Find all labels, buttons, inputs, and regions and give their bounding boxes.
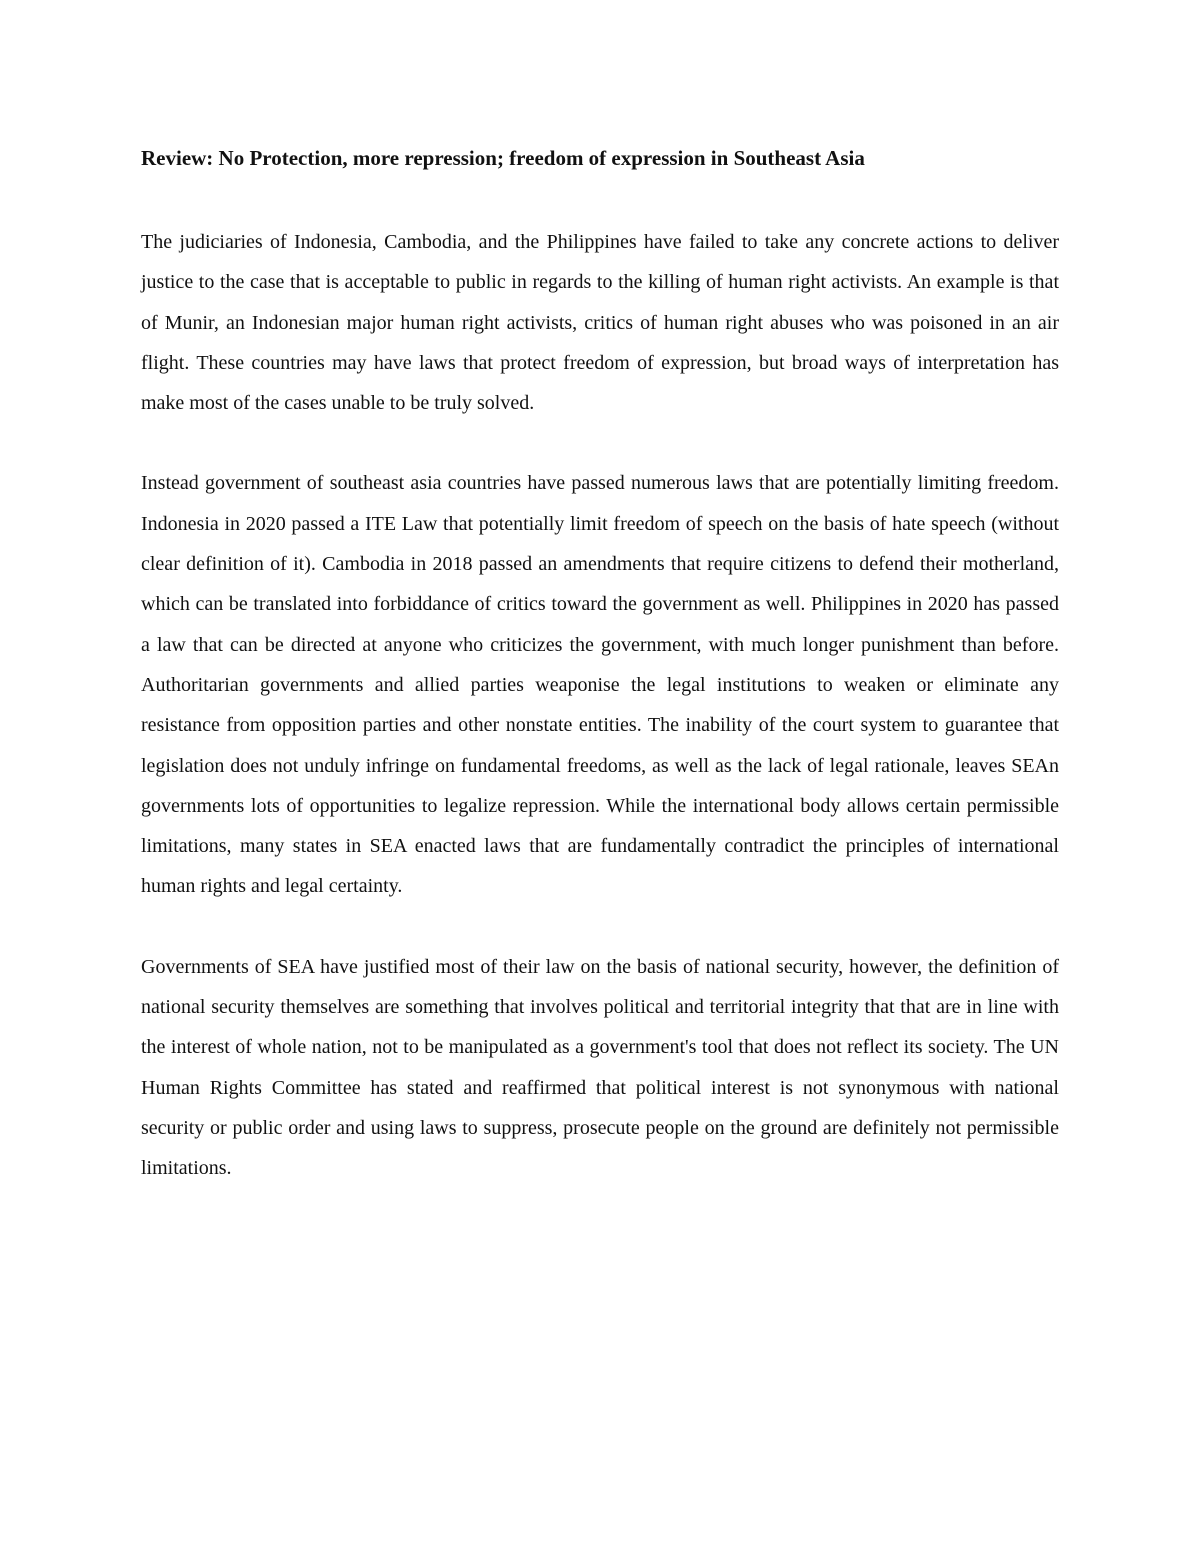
document-body bbox=[141, 142, 1059, 1229]
paragraph-national-security: Governments of SEA have justified most of their law on the basis of national security, however, the definition of national security themselves are something that involves political and territorial integrity that that are in line with the interest of whole nation, not to be manipulated as a government's tool that does not reflect its society. The UN Human Rights Committee has stated and reaffirmed that political interest is not synonymous with national security or public order and using laws to suppress, prosecute people on the ground are definitely not permissible limitations. bbox=[141, 955, 1059, 1180]
paragraph-laws-limiting-freedom: Instead government of southeast asia countries have passed numerous laws that are potentially limiting freedom. Indonesia in 2020 passed a ITE Law that potentially limit freedom of speech on the basis of hate speech (without clear definition of it). Cambodia in 2018 passed an amendments that require citizens to defend their motherland, which can be translated into forbiddance of critics toward the government as well. Philippines in 2020 has passed a law that can be directed at anyone who criticizes the government, with much longer punishment than before. Authoritarian governments and allied parties weaponise the legal institutions to weaken or eliminate any resistance from opposition parties and other nonstate entities. The inability of the court system to guarantee that legislation does not unduly infringe on fundamental freedoms, as well as the lack of legal rationale, leaves SEAn governments lots of opportunities to legalize repression. While the international body allows certain permissible limitations, many states in SEA enacted laws that are fundamentally contradict the principles of international human rights and legal certainty. bbox=[141, 472, 1059, 898]
paragraph-judiciaries: The judiciaries of Indonesia, Cambodia, and the Philippines have failed to take any concrete actions to deliver justice to the case that is acceptable to public in regards to the killing of human right activists. An example is that of Munir, an Indonesian major human right activists, critics of human right abuses who was poisoned in an air flight. These countries may have laws that protect freedom of expression, but broad ways of interpretation has make most of the cases unable to be truly solved. bbox=[141, 231, 1059, 415]
document-title: Review: No Protection, more repression; freedom of expression in Southeast Asia bbox=[141, 146, 865, 170]
